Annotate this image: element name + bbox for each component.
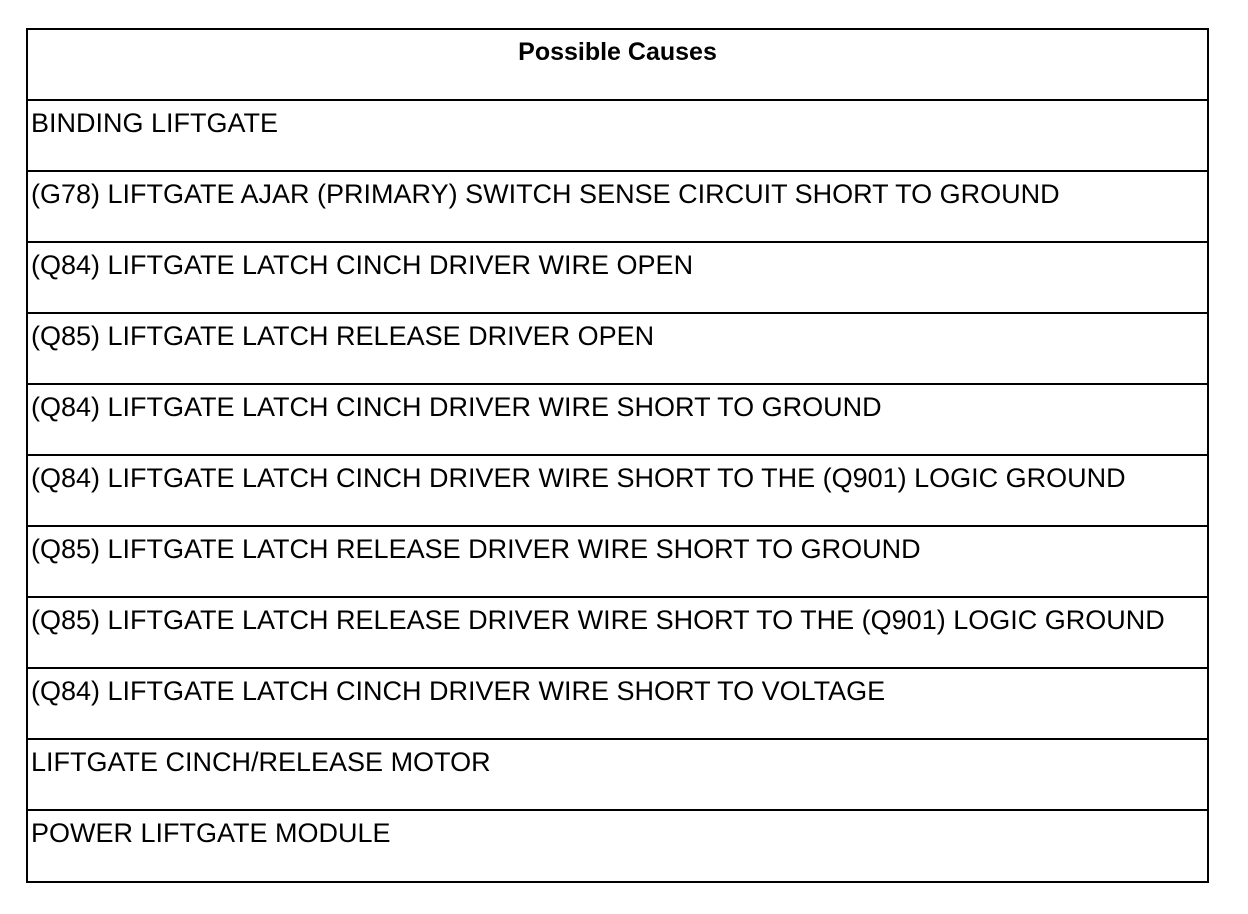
table-row: (G78) LIFTGATE AJAR (PRIMARY) SWITCH SENSE CIRCUIT SHORT TO GROUND bbox=[28, 172, 1207, 243]
possible-causes-table bbox=[26, 28, 1209, 883]
table-row: POWER LIFTGATE MODULE bbox=[31, 818, 391, 848]
table-row: (Q84) LIFTGATE LATCH CINCH DRIVER WIRE SHORT TO GROUND bbox=[28, 385, 1207, 456]
table-row: (Q85) LIFTGATE LATCH RELEASE DRIVER OPEN bbox=[28, 314, 1207, 385]
table-row: LIFTGATE CINCH/RELEASE MOTOR bbox=[28, 740, 1207, 811]
table-row: (Q84) LIFTGATE LATCH CINCH DRIVER WIRE SHORT TO THE (Q901) LOGIC GROUND bbox=[28, 456, 1207, 527]
table-row: (Q85) LIFTGATE LATCH RELEASE DRIVER WIRE SHORT TO GROUND bbox=[28, 527, 1207, 598]
table-row: (Q85) LIFTGATE LATCH RELEASE DRIVER WIRE SHORT TO THE (Q901) LOGIC GROUND bbox=[28, 598, 1207, 669]
table-row: BINDING LIFTGATE bbox=[28, 101, 1207, 172]
table-row: (Q84) LIFTGATE LATCH CINCH DRIVER WIRE OPEN bbox=[28, 243, 1207, 314]
table-row: (Q84) LIFTGATE LATCH CINCH DRIVER WIRE SHORT TO VOLTAGE bbox=[28, 669, 1207, 740]
table-header: Possible Causes bbox=[28, 30, 1207, 101]
